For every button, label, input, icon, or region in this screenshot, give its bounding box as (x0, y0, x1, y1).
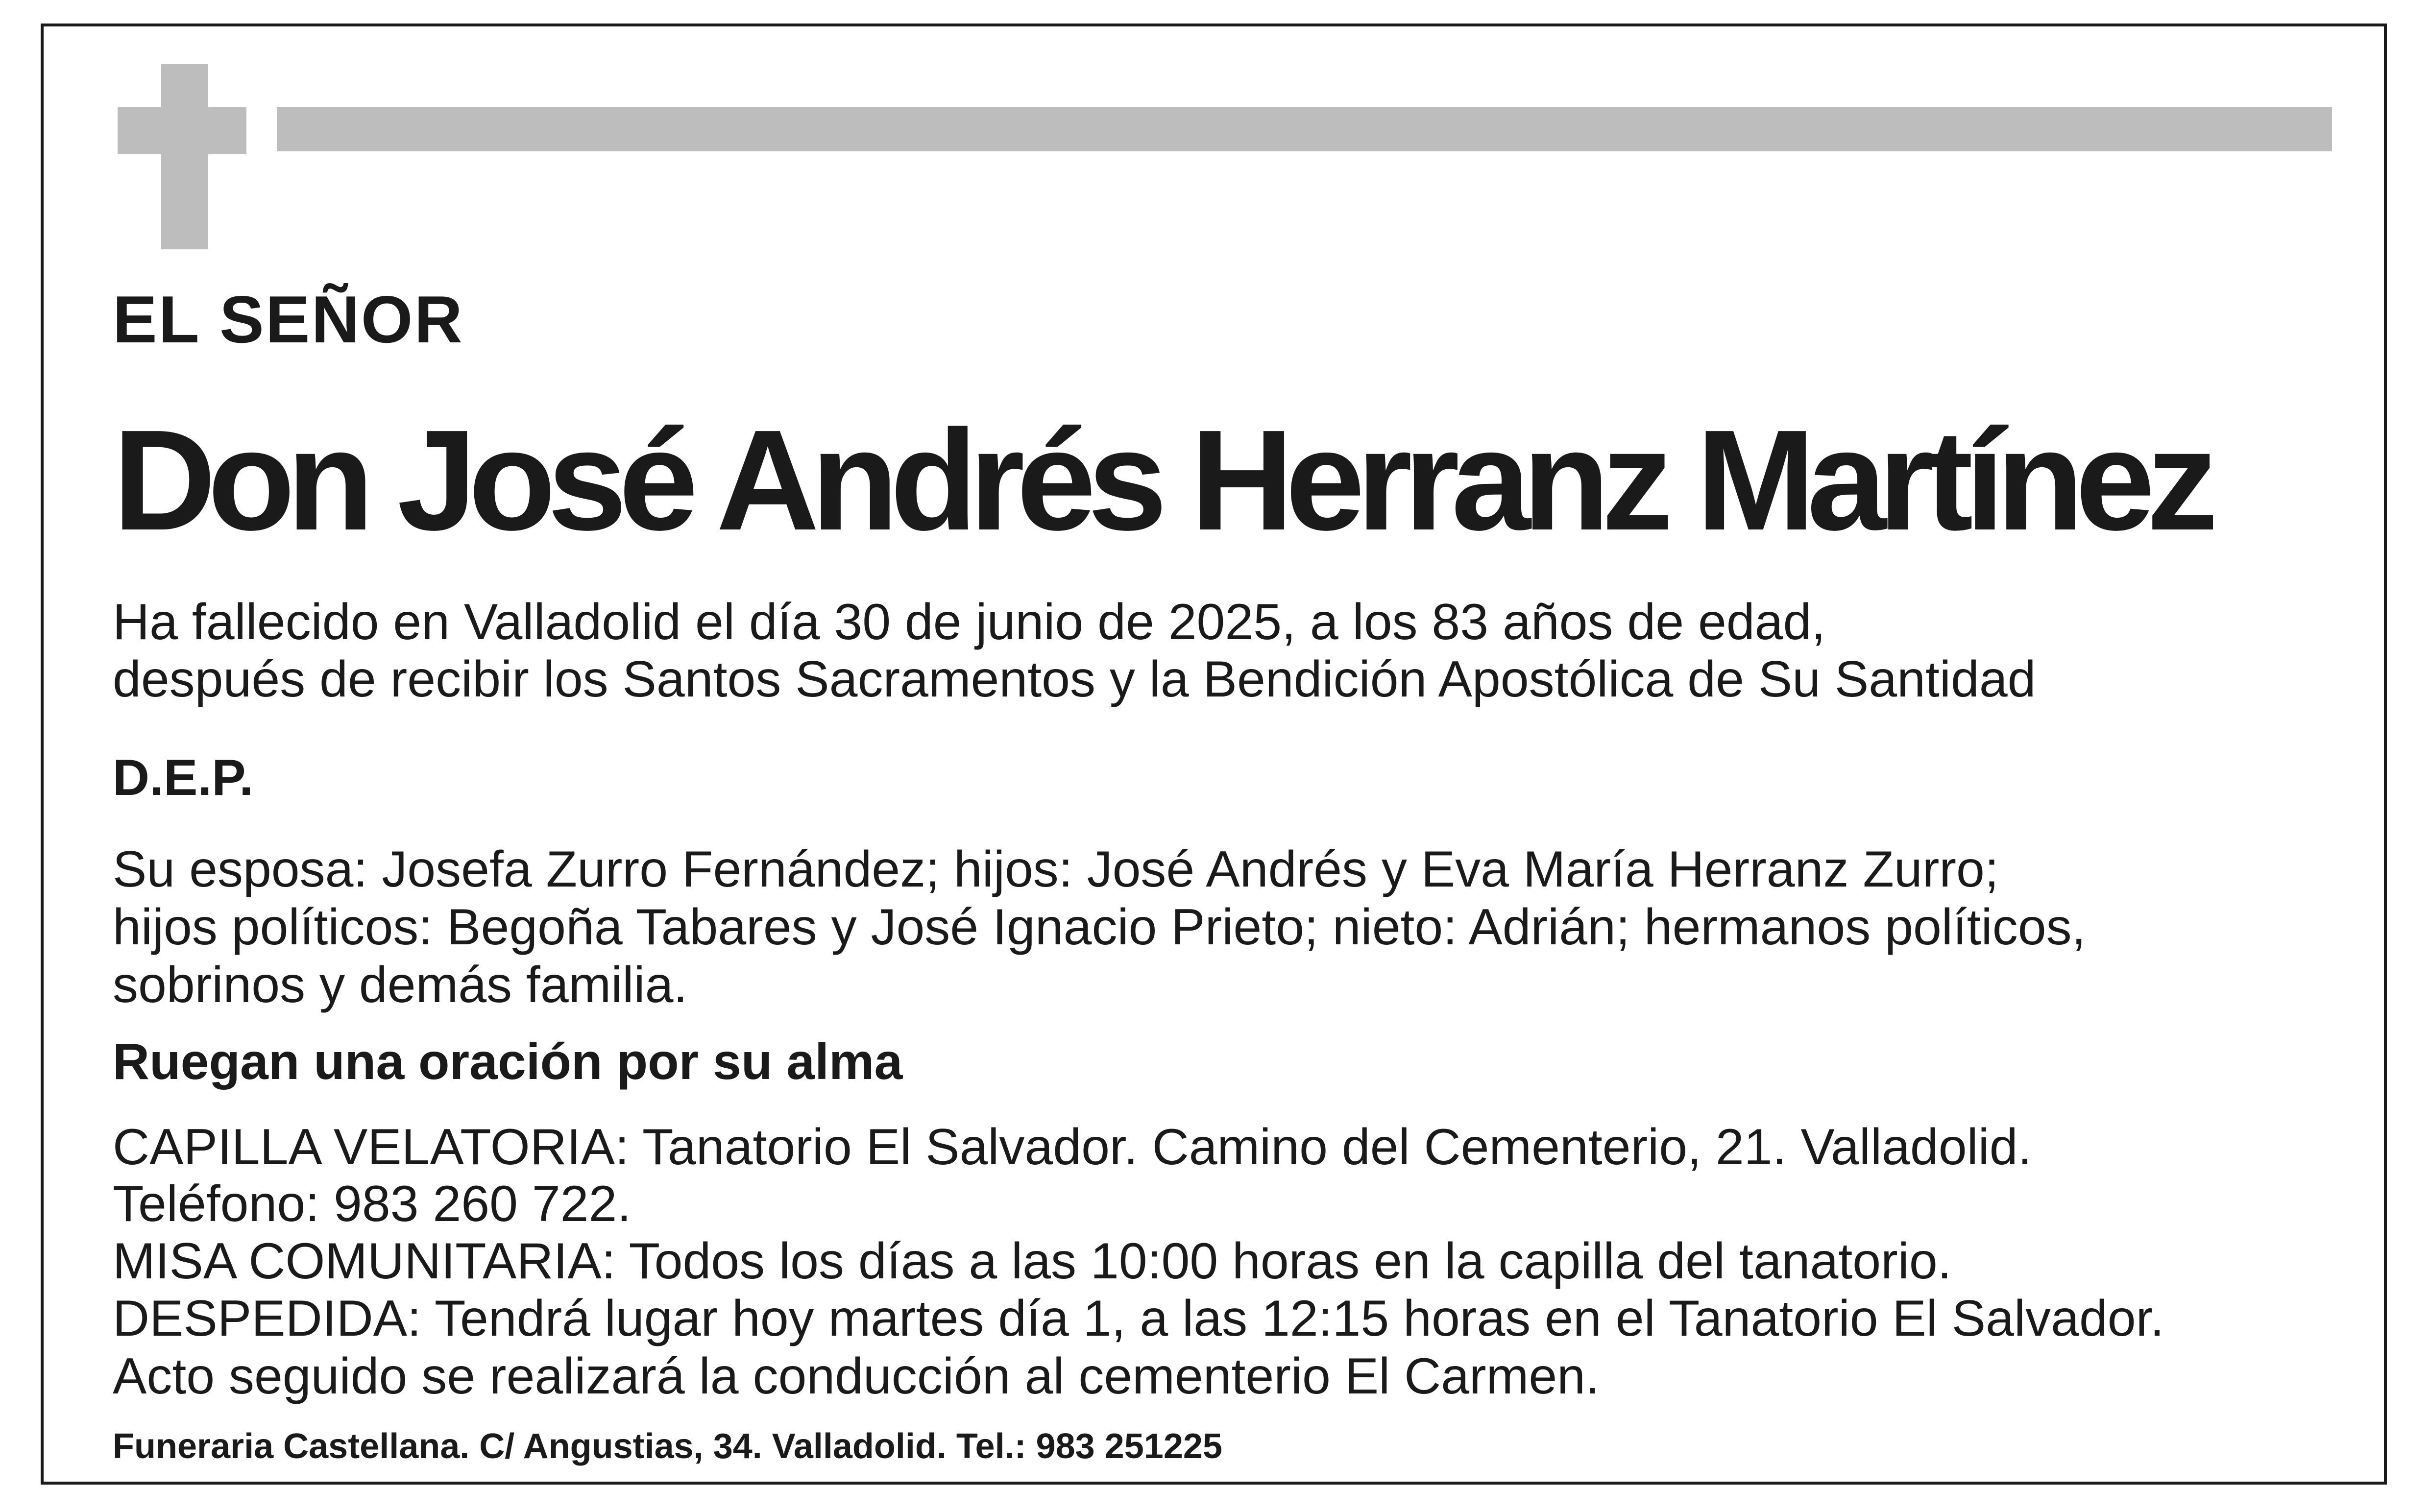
family-line-1: Su esposa: Josefa Zurro Fernández; hijos: José Andrés y Eva María Herranz Zurro; (113, 841, 1999, 898)
header-rule (277, 107, 2332, 151)
family-line-3: sobrinos y demás familia. (113, 957, 688, 1013)
death-line-1: Ha fallecido en Valladolid el día 30 de junio de 2025, a los 83 años de edad, (113, 594, 1826, 650)
service-line-4: DESPEDIDA: Tendrá lugar hoy martes día 1, a las 12:15 horas en el Tanatorio El Salvador. (113, 1290, 2164, 1347)
dep-label: D.E.P. (113, 749, 254, 806)
funeral-home-footer: Funeraria Castellana. C/ Angustias, 34. Valladolid. Tel.: 983 251225 (113, 1427, 1222, 1466)
service-line-5: Acto seguido se realizará la conducción al cementerio El Carmen. (113, 1348, 1600, 1405)
service-line-2: Teléfono: 983 260 722. (113, 1176, 632, 1232)
cross-icon-vertical-bar (161, 64, 208, 249)
cross-icon-horizontal-bar (118, 107, 246, 154)
service-line-3: MISA COMUNITARIA: Todos los días a las 10:00 horas en la capilla del tanatorio. (113, 1233, 1952, 1290)
deceased-name: Don José Andrés Herranz Martínez (113, 400, 2210, 560)
family-line-2: hijos políticos: Begoña Tabares y José Ignacio Prieto; nieto: Adrián; hermanos políticos, (113, 899, 2086, 956)
death-line-2: después de recibir los Santos Sacramentos y la Bendición Apostólica de Su Santidad (113, 651, 2036, 708)
notice-title: EL SEÑOR (113, 282, 464, 357)
prayer-request: Ruegan una oración por su alma (113, 1033, 903, 1090)
service-line-1: CAPILLA VELATORIA: Tanatorio El Salvador. Camino del Cementerio, 21. Valladolid. (113, 1119, 2032, 1176)
